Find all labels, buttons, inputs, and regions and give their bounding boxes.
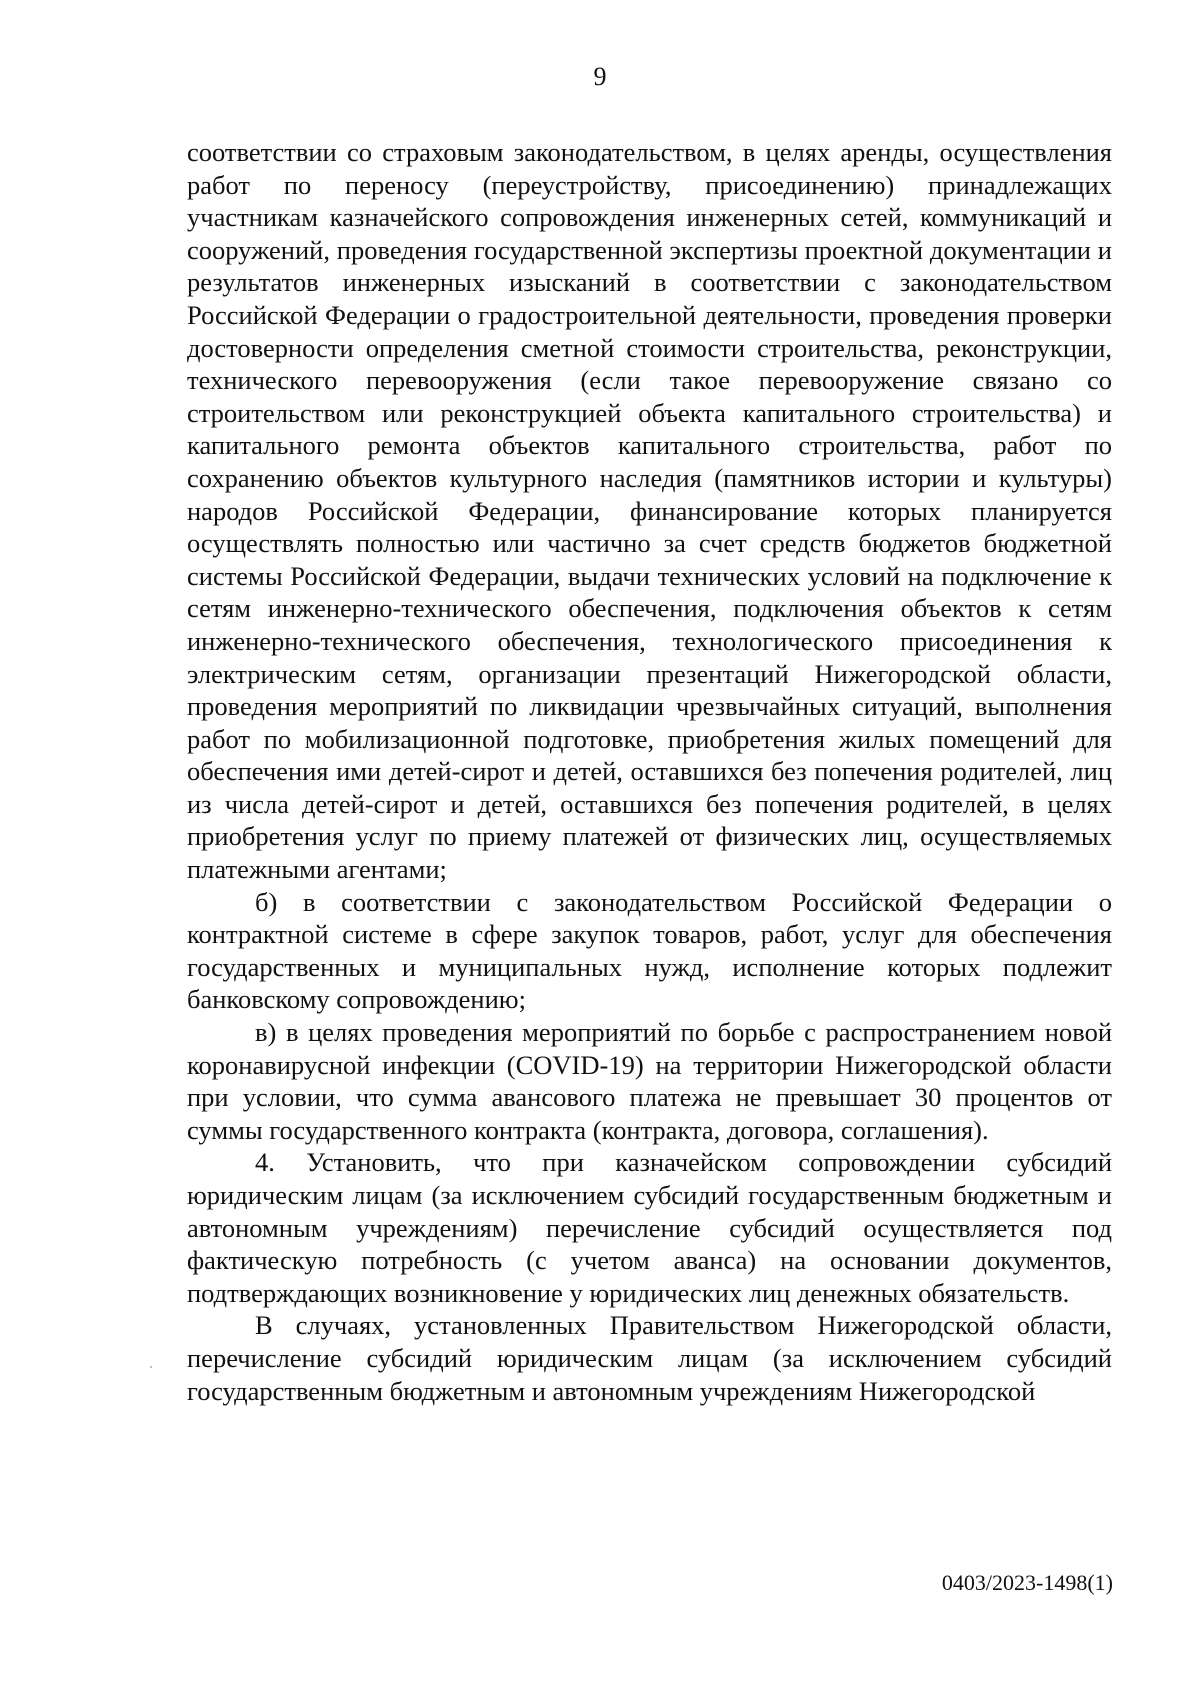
paragraph-continuation: соответствии со страховым законодательством, в целях аренды, осуществления работ по переносу (переустройству, присоединению) принадлежащих участникам казначейского сопровождения инженерных сетей, коммуникаций и сооружений, проведения государственной экспертизы проектной документации и результатов инженерных изысканий в соответствии с законодательством Российской Федерации о градостроительной деятельности, проведения проверки достоверности определения сметной стоимости строительства, реконструкции, технического перевооружения (если такое перевооружение связано со строительством или реконструкцией объекта капитального строительства) и капитального ремонта объектов капитального строительства, работ по сохранению объектов культурного наследия (памятников истории и культуры) народов Российской Федерации, финансирование которых планируется осуществлять полностью или частично за счет средств бюджетов бюджетной системы Российской Федерации, выдачи технических условий на подключение к сетям инженерно-технического обеспечения, подключения объектов к сетям инженерно-технического обеспечения, технологического присоединения к электрическим сетям, организации презентаций Нижегородской области, проведения мероприятий по ликвидации чрезвычайных ситуаций, выполнения работ по мобилизационной подготовке, приобретения жилых помещений для обеспечения ими детей-сирот и детей, оставшихся без попечения родителей, лиц из числа детей-сирот и детей, оставшихся без попечения родителей, в целях приобретения услуг по приему платежей от физических лиц, осуществляемых платежными агентами; [187, 137, 1112, 885]
paragraph-item-b: б) в соответствии с законодательством Российской Федерации о контрактной системе в сфере закупок товаров, работ, услуг для обеспечения государственных и муниципальных нужд, исполнение которых подлежит банковскому сопровождению; [187, 886, 1112, 1015]
paragraph-cases: В случаях, установленных Правительством Нижегородской области, перечисление субсидий юридическим лицам (за исключением субсидий государственным бюджетным и автономным учреждениям Нижегородской [187, 1310, 1112, 1406]
paragraph-item-v: в) в целях проведения мероприятий по борьбе с распространением новой коронавирусной инфекции (COVID-19) на территории Нижегородской области при условии, что сумма авансового платежа не превышает 30 процентов от суммы государственного контракта (контракта, договора, соглашения). [187, 1017, 1112, 1145]
paragraph-clause-4: 4. Установить, что при казначейском сопровождении субсидий юридическим лицам (за исключением субсидий государственным бюджетным и автономным учреждениям) перечисление субсидий осуществляется под фактическую потребность (с учетом аванса) на основании документов, подтверждающих возникновение у юридических лиц денежных обязательств. [187, 1147, 1112, 1308]
page-number: 9 [593, 62, 607, 91]
scan-artifact-dot [150, 1366, 152, 1368]
document-code: 0403/2023-1498(1) [941, 1570, 1113, 1595]
document-body [187, 136, 1112, 1407]
